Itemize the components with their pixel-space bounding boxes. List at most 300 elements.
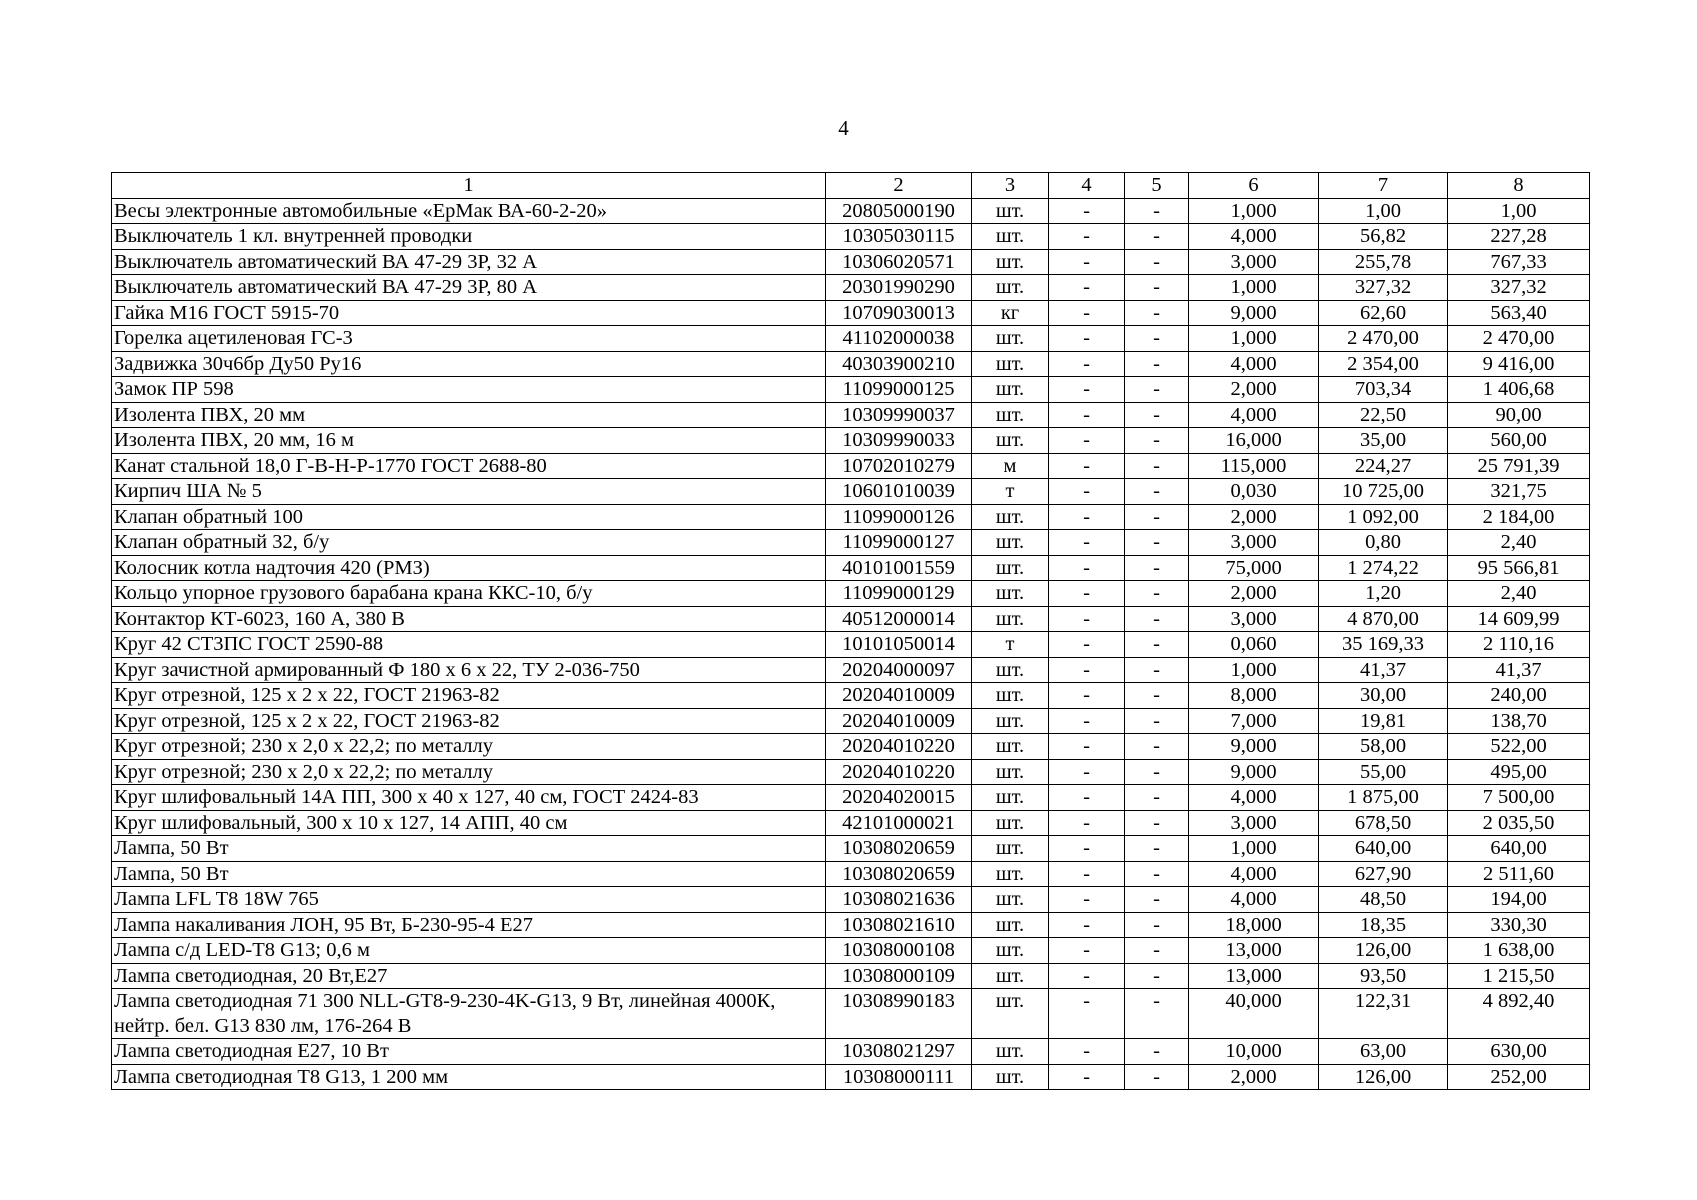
col5-cell: - bbox=[1125, 632, 1189, 658]
col4-cell: - bbox=[1049, 683, 1125, 709]
unit-cell: шт. bbox=[972, 1039, 1049, 1065]
amount-cell: 563,40 bbox=[1448, 300, 1590, 326]
item-code-cell: 10308000111 bbox=[826, 1064, 972, 1090]
col4-cell: - bbox=[1049, 555, 1125, 581]
table-row bbox=[112, 530, 1590, 556]
price-cell: 58,00 bbox=[1319, 734, 1448, 760]
table-row bbox=[112, 377, 1590, 403]
col5-cell: - bbox=[1125, 657, 1189, 683]
quantity-cell: 9,000 bbox=[1189, 759, 1319, 785]
col5-cell: - bbox=[1125, 377, 1189, 403]
quantity-cell: 9,000 bbox=[1189, 300, 1319, 326]
col4-cell: - bbox=[1049, 351, 1125, 377]
item-name-cell: Круг шлифовальный 14А ПП, 300 х 40 х 127, 40 см, ГОСТ 2424-83 bbox=[112, 785, 826, 811]
unit-cell: шт. bbox=[972, 555, 1049, 581]
quantity-cell: 13,000 bbox=[1189, 963, 1319, 989]
col4-cell: - bbox=[1049, 581, 1125, 607]
unit-cell: шт. bbox=[972, 708, 1049, 734]
item-code-cell: 10308990183 bbox=[826, 989, 972, 1039]
amount-cell: 321,75 bbox=[1448, 479, 1590, 505]
item-name-cell: Контактор КТ-6023, 160 А, 380 В bbox=[112, 606, 826, 632]
header-cell: 2 bbox=[826, 173, 972, 199]
amount-cell: 1 638,00 bbox=[1448, 938, 1590, 964]
item-name-cell: Горелка ацетиленовая ГС-3 bbox=[112, 326, 826, 352]
col4-cell: - bbox=[1049, 249, 1125, 275]
item-name-cell: Гайка М16 ГОСТ 5915-70 bbox=[112, 300, 826, 326]
amount-cell: 41,37 bbox=[1448, 657, 1590, 683]
item-name-cell: Клапан обратный 100 bbox=[112, 504, 826, 530]
price-cell: 122,31 bbox=[1319, 989, 1448, 1039]
amount-cell: 327,32 bbox=[1448, 275, 1590, 301]
col5-cell: - bbox=[1125, 300, 1189, 326]
unit-cell: шт. bbox=[972, 912, 1049, 938]
item-code-cell: 20204010009 bbox=[826, 683, 972, 709]
price-cell: 18,35 bbox=[1319, 912, 1448, 938]
price-cell: 627,90 bbox=[1319, 861, 1448, 887]
quantity-cell: 16,000 bbox=[1189, 428, 1319, 454]
price-cell: 255,78 bbox=[1319, 249, 1448, 275]
col5-cell: - bbox=[1125, 989, 1189, 1039]
price-cell: 1 875,00 bbox=[1319, 785, 1448, 811]
table-body bbox=[112, 173, 1590, 1090]
quantity-cell: 3,000 bbox=[1189, 810, 1319, 836]
unit-cell: шт. bbox=[972, 836, 1049, 862]
table-row bbox=[112, 326, 1590, 352]
quantity-cell: 2,000 bbox=[1189, 581, 1319, 607]
col5-cell: - bbox=[1125, 912, 1189, 938]
quantity-cell: 3,000 bbox=[1189, 249, 1319, 275]
col5-cell: - bbox=[1125, 759, 1189, 785]
col4-cell: - bbox=[1049, 1064, 1125, 1090]
price-cell: 2 470,00 bbox=[1319, 326, 1448, 352]
col5-cell: - bbox=[1125, 810, 1189, 836]
col4-cell: - bbox=[1049, 861, 1125, 887]
col4-cell: - bbox=[1049, 453, 1125, 479]
quantity-cell: 4,000 bbox=[1189, 224, 1319, 250]
amount-cell: 1 406,68 bbox=[1448, 377, 1590, 403]
unit-cell: т bbox=[972, 479, 1049, 505]
item-name-cell: Колосник котла надточия 420 (РМЗ) bbox=[112, 555, 826, 581]
price-cell: 55,00 bbox=[1319, 759, 1448, 785]
col5-cell: - bbox=[1125, 683, 1189, 709]
item-code-cell: 10101050014 bbox=[826, 632, 972, 658]
amount-cell: 138,70 bbox=[1448, 708, 1590, 734]
amount-cell: 1,00 bbox=[1448, 198, 1590, 224]
col4-cell: - bbox=[1049, 606, 1125, 632]
unit-cell: шт. bbox=[972, 249, 1049, 275]
quantity-cell: 2,000 bbox=[1189, 504, 1319, 530]
table-row bbox=[112, 504, 1590, 530]
item-code-cell: 10309990033 bbox=[826, 428, 972, 454]
col4-cell: - bbox=[1049, 428, 1125, 454]
table-row bbox=[112, 657, 1590, 683]
col4-cell: - bbox=[1049, 708, 1125, 734]
col5-cell: - bbox=[1125, 402, 1189, 428]
item-name-cell: Весы электронные автомобильные «ЕрМак ВА-60-2-20» bbox=[112, 198, 826, 224]
price-cell: 48,50 bbox=[1319, 887, 1448, 913]
amount-cell: 95 566,81 bbox=[1448, 555, 1590, 581]
amount-cell: 2 035,50 bbox=[1448, 810, 1590, 836]
price-cell: 224,27 bbox=[1319, 453, 1448, 479]
unit-cell: шт. bbox=[972, 504, 1049, 530]
table-row bbox=[112, 683, 1590, 709]
price-cell: 93,50 bbox=[1319, 963, 1448, 989]
col4-cell: - bbox=[1049, 963, 1125, 989]
item-code-cell: 10305030115 bbox=[826, 224, 972, 250]
table-row bbox=[112, 734, 1590, 760]
item-code-cell: 10308020659 bbox=[826, 861, 972, 887]
item-name-cell: Изолента ПВХ, 20 мм, 16 м bbox=[112, 428, 826, 454]
item-code-cell: 10306020571 bbox=[826, 249, 972, 275]
unit-cell: шт. bbox=[972, 657, 1049, 683]
quantity-cell: 1,000 bbox=[1189, 326, 1319, 352]
table-row bbox=[112, 198, 1590, 224]
col4-cell: - bbox=[1049, 377, 1125, 403]
table-row bbox=[112, 555, 1590, 581]
price-cell: 56,82 bbox=[1319, 224, 1448, 250]
item-name-cell: Лампа накаливания ЛОН, 95 Вт, Б-230-95-4 Е27 bbox=[112, 912, 826, 938]
col5-cell: - bbox=[1125, 198, 1189, 224]
quantity-cell: 18,000 bbox=[1189, 912, 1319, 938]
col4-cell: - bbox=[1049, 938, 1125, 964]
item-name-cell: Замок ПР 598 bbox=[112, 377, 826, 403]
price-cell: 0,80 bbox=[1319, 530, 1448, 556]
col4-cell: - bbox=[1049, 785, 1125, 811]
price-cell: 678,50 bbox=[1319, 810, 1448, 836]
amount-cell: 2 110,16 bbox=[1448, 632, 1590, 658]
table-row bbox=[112, 708, 1590, 734]
price-cell: 22,50 bbox=[1319, 402, 1448, 428]
col4-cell: - bbox=[1049, 1039, 1125, 1065]
item-code-cell: 20204010220 bbox=[826, 759, 972, 785]
col4-cell: - bbox=[1049, 657, 1125, 683]
header-cell: 7 bbox=[1319, 173, 1448, 199]
price-cell: 703,34 bbox=[1319, 377, 1448, 403]
quantity-cell: 3,000 bbox=[1189, 606, 1319, 632]
item-code-cell: 10308021610 bbox=[826, 912, 972, 938]
table-row bbox=[112, 785, 1590, 811]
price-cell: 4 870,00 bbox=[1319, 606, 1448, 632]
col5-cell: - bbox=[1125, 555, 1189, 581]
amount-cell: 194,00 bbox=[1448, 887, 1590, 913]
table-row bbox=[112, 836, 1590, 862]
price-cell: 35,00 bbox=[1319, 428, 1448, 454]
unit-cell: шт. bbox=[972, 734, 1049, 760]
table-row bbox=[112, 810, 1590, 836]
price-cell: 1 092,00 bbox=[1319, 504, 1448, 530]
price-cell: 41,37 bbox=[1319, 657, 1448, 683]
table-row bbox=[112, 759, 1590, 785]
table-row bbox=[112, 224, 1590, 250]
quantity-cell: 75,000 bbox=[1189, 555, 1319, 581]
table-row bbox=[112, 581, 1590, 607]
unit-cell: шт. bbox=[972, 198, 1049, 224]
unit-cell: шт. bbox=[972, 861, 1049, 887]
quantity-cell: 9,000 bbox=[1189, 734, 1319, 760]
unit-cell: м bbox=[972, 453, 1049, 479]
unit-cell: шт. bbox=[972, 377, 1049, 403]
price-cell: 126,00 bbox=[1319, 1064, 1448, 1090]
item-code-cell: 10309990037 bbox=[826, 402, 972, 428]
unit-cell: шт. bbox=[972, 989, 1049, 1039]
quantity-cell: 4,000 bbox=[1189, 785, 1319, 811]
amount-cell: 2 470,00 bbox=[1448, 326, 1590, 352]
quantity-cell: 4,000 bbox=[1189, 861, 1319, 887]
table-row bbox=[112, 249, 1590, 275]
amount-cell: 252,00 bbox=[1448, 1064, 1590, 1090]
col5-cell: - bbox=[1125, 1064, 1189, 1090]
col5-cell: - bbox=[1125, 938, 1189, 964]
col4-cell: - bbox=[1049, 300, 1125, 326]
col4-cell: - bbox=[1049, 734, 1125, 760]
header-cell: 1 bbox=[112, 173, 826, 199]
col5-cell: - bbox=[1125, 861, 1189, 887]
table-row bbox=[112, 300, 1590, 326]
item-code-cell: 40512000014 bbox=[826, 606, 972, 632]
col4-cell: - bbox=[1049, 275, 1125, 301]
price-cell: 19,81 bbox=[1319, 708, 1448, 734]
price-cell: 63,00 bbox=[1319, 1039, 1448, 1065]
amount-cell: 90,00 bbox=[1448, 402, 1590, 428]
col5-cell: - bbox=[1125, 887, 1189, 913]
item-name-cell: Кирпич ША № 5 bbox=[112, 479, 826, 505]
item-name-cell: Круг отрезной, 125 х 2 х 22, ГОСТ 21963-82 bbox=[112, 683, 826, 709]
item-code-cell: 40303900210 bbox=[826, 351, 972, 377]
price-cell: 1,00 bbox=[1319, 198, 1448, 224]
col5-cell: - bbox=[1125, 504, 1189, 530]
quantity-cell: 4,000 bbox=[1189, 887, 1319, 913]
col5-cell: - bbox=[1125, 606, 1189, 632]
amount-cell: 2 511,60 bbox=[1448, 861, 1590, 887]
unit-cell: шт. bbox=[972, 759, 1049, 785]
unit-cell: шт. bbox=[972, 581, 1049, 607]
col4-cell: - bbox=[1049, 224, 1125, 250]
unit-cell: шт. bbox=[972, 351, 1049, 377]
item-name-cell: Круг отрезной; 230 х 2,0 х 22,2; по металлу bbox=[112, 734, 826, 760]
quantity-cell: 4,000 bbox=[1189, 351, 1319, 377]
item-name-cell: Лампа LFL T8 18W 765 bbox=[112, 887, 826, 913]
unit-cell: шт. bbox=[972, 887, 1049, 913]
amount-cell: 495,00 bbox=[1448, 759, 1590, 785]
item-code-cell: 10308021297 bbox=[826, 1039, 972, 1065]
item-name-cell: Круг шлифовальный, 300 х 10 х 127, 14 АПП, 40 см bbox=[112, 810, 826, 836]
col5-cell: - bbox=[1125, 351, 1189, 377]
col5-cell: - bbox=[1125, 453, 1189, 479]
price-cell: 10 725,00 bbox=[1319, 479, 1448, 505]
quantity-cell: 40,000 bbox=[1189, 989, 1319, 1039]
unit-cell: шт. bbox=[972, 785, 1049, 811]
col4-cell: - bbox=[1049, 504, 1125, 530]
price-cell: 1,20 bbox=[1319, 581, 1448, 607]
item-code-cell: 20204020015 bbox=[826, 785, 972, 811]
quantity-cell: 0,060 bbox=[1189, 632, 1319, 658]
item-code-cell: 20805000190 bbox=[826, 198, 972, 224]
quantity-cell: 0,030 bbox=[1189, 479, 1319, 505]
amount-cell: 14 609,99 bbox=[1448, 606, 1590, 632]
amount-cell: 522,00 bbox=[1448, 734, 1590, 760]
table-row bbox=[112, 887, 1590, 913]
col5-cell: - bbox=[1125, 963, 1189, 989]
amount-cell: 2 184,00 bbox=[1448, 504, 1590, 530]
unit-cell: шт. bbox=[972, 1064, 1049, 1090]
col5-cell: - bbox=[1125, 1039, 1189, 1065]
item-code-cell: 11099000125 bbox=[826, 377, 972, 403]
unit-cell: кг bbox=[972, 300, 1049, 326]
price-cell: 1 274,22 bbox=[1319, 555, 1448, 581]
price-cell: 327,32 bbox=[1319, 275, 1448, 301]
col4-cell: - bbox=[1049, 632, 1125, 658]
item-code-cell: 11099000127 bbox=[826, 530, 972, 556]
price-cell: 640,00 bbox=[1319, 836, 1448, 862]
quantity-cell: 1,000 bbox=[1189, 836, 1319, 862]
col5-cell: - bbox=[1125, 530, 1189, 556]
quantity-cell: 10,000 bbox=[1189, 1039, 1319, 1065]
item-code-cell: 10308020659 bbox=[826, 836, 972, 862]
unit-cell: шт. bbox=[972, 683, 1049, 709]
table-row bbox=[112, 632, 1590, 658]
unit-cell: шт. bbox=[972, 810, 1049, 836]
item-code-cell: 10308021636 bbox=[826, 887, 972, 913]
col5-cell: - bbox=[1125, 249, 1189, 275]
unit-cell: шт. bbox=[972, 326, 1049, 352]
table-row bbox=[112, 912, 1590, 938]
header-cell: 5 bbox=[1125, 173, 1189, 199]
item-code-cell: 10709030013 bbox=[826, 300, 972, 326]
quantity-cell: 1,000 bbox=[1189, 198, 1319, 224]
item-code-cell: 41102000038 bbox=[826, 326, 972, 352]
item-name-cell: Выключатель автоматический ВА 47-29 3Р, 80 А bbox=[112, 275, 826, 301]
col5-cell: - bbox=[1125, 785, 1189, 811]
amount-cell: 640,00 bbox=[1448, 836, 1590, 862]
col5-cell: - bbox=[1125, 428, 1189, 454]
table-row bbox=[112, 606, 1590, 632]
table-row bbox=[112, 963, 1590, 989]
quantity-cell: 1,000 bbox=[1189, 657, 1319, 683]
amount-cell: 1 215,50 bbox=[1448, 963, 1590, 989]
item-name-cell: Лампа светодиодная Т8 G13, 1 200 мм bbox=[112, 1064, 826, 1090]
header-cell: 3 bbox=[972, 173, 1049, 199]
amount-cell: 767,33 bbox=[1448, 249, 1590, 275]
item-code-cell: 20204010220 bbox=[826, 734, 972, 760]
quantity-cell: 7,000 bbox=[1189, 708, 1319, 734]
unit-cell: шт. bbox=[972, 963, 1049, 989]
unit-cell: шт. bbox=[972, 402, 1049, 428]
table-row bbox=[112, 479, 1590, 505]
amount-cell: 9 416,00 bbox=[1448, 351, 1590, 377]
price-cell: 62,60 bbox=[1319, 300, 1448, 326]
price-cell: 30,00 bbox=[1319, 683, 1448, 709]
col5-cell: - bbox=[1125, 836, 1189, 862]
col5-cell: - bbox=[1125, 224, 1189, 250]
col4-cell: - bbox=[1049, 479, 1125, 505]
col4-cell: - bbox=[1049, 887, 1125, 913]
item-name-cell: Лампа светодиодная 71 300 NLL-GT8-9-230-4K-G13, 9 Вт, линейная 4000К, нейтр. бел. G13 830 лм, 176-264 В bbox=[112, 989, 826, 1039]
item-name-cell: Кольцо упорное грузового барабана крана ККС-10, б/у bbox=[112, 581, 826, 607]
col4-cell: - bbox=[1049, 912, 1125, 938]
unit-cell: шт. bbox=[972, 275, 1049, 301]
table-row bbox=[112, 351, 1590, 377]
item-name-cell: Лампа светодиодная, 20 Вт,Е27 bbox=[112, 963, 826, 989]
col4-cell: - bbox=[1049, 326, 1125, 352]
header-cell: 4 bbox=[1049, 173, 1125, 199]
col5-cell: - bbox=[1125, 581, 1189, 607]
item-name-cell: Канат стальной 18,0 Г-В-Н-Р-1770 ГОСТ 2688-80 bbox=[112, 453, 826, 479]
quantity-cell: 3,000 bbox=[1189, 530, 1319, 556]
item-name-cell: Лампа с/д LED-T8 G13; 0,6 м bbox=[112, 938, 826, 964]
amount-cell: 630,00 bbox=[1448, 1039, 1590, 1065]
table-row bbox=[112, 1064, 1590, 1090]
item-name-cell: Лампа светодиодная Е27, 10 Вт bbox=[112, 1039, 826, 1065]
item-name-cell: Круг зачистной армированный Ф 180 х 6 х 22, ТУ 2-036-750 bbox=[112, 657, 826, 683]
item-name-cell: Круг 42 СТ3ПС ГОСТ 2590-88 bbox=[112, 632, 826, 658]
item-code-cell: 40101001559 bbox=[826, 555, 972, 581]
col5-cell: - bbox=[1125, 326, 1189, 352]
item-code-cell: 10308000109 bbox=[826, 963, 972, 989]
amount-cell: 227,28 bbox=[1448, 224, 1590, 250]
quantity-cell: 2,000 bbox=[1189, 1064, 1319, 1090]
item-name-cell: Изолента ПВХ, 20 мм bbox=[112, 402, 826, 428]
col5-cell: - bbox=[1125, 479, 1189, 505]
col5-cell: - bbox=[1125, 275, 1189, 301]
quantity-cell: 115,000 bbox=[1189, 453, 1319, 479]
amount-cell: 4 892,40 bbox=[1448, 989, 1590, 1039]
quantity-cell: 2,000 bbox=[1189, 377, 1319, 403]
item-name-cell: Выключатель 1 кл. внутренней проводки bbox=[112, 224, 826, 250]
price-cell: 126,00 bbox=[1319, 938, 1448, 964]
item-name-cell: Задвижка 30ч6бр Ду50 Ру16 bbox=[112, 351, 826, 377]
col4-cell: - bbox=[1049, 402, 1125, 428]
item-code-cell: 11099000129 bbox=[826, 581, 972, 607]
header-row bbox=[112, 173, 1590, 199]
col4-cell: - bbox=[1049, 836, 1125, 862]
table-row bbox=[112, 938, 1590, 964]
item-name-cell: Клапан обратный 32, б/у bbox=[112, 530, 826, 556]
col4-cell: - bbox=[1049, 530, 1125, 556]
col4-cell: - bbox=[1049, 989, 1125, 1039]
materials-table bbox=[111, 172, 1590, 1090]
page-number: 4 bbox=[838, 116, 849, 140]
amount-cell: 240,00 bbox=[1448, 683, 1590, 709]
item-code-cell: 10308000108 bbox=[826, 938, 972, 964]
item-name-cell: Круг отрезной; 230 х 2,0 х 22,2; по металлу bbox=[112, 759, 826, 785]
unit-cell: шт. bbox=[972, 938, 1049, 964]
amount-cell: 2,40 bbox=[1448, 581, 1590, 607]
item-name-cell: Выключатель автоматический ВА 47-29 3Р, 32 А bbox=[112, 249, 826, 275]
table-row bbox=[112, 402, 1590, 428]
item-code-cell: 10702010279 bbox=[826, 453, 972, 479]
quantity-cell: 1,000 bbox=[1189, 275, 1319, 301]
unit-cell: т bbox=[972, 632, 1049, 658]
quantity-cell: 13,000 bbox=[1189, 938, 1319, 964]
item-name-cell: Лампа, 50 Вт bbox=[112, 836, 826, 862]
amount-cell: 25 791,39 bbox=[1448, 453, 1590, 479]
table-row bbox=[112, 1039, 1590, 1065]
header-cell: 6 bbox=[1189, 173, 1319, 199]
amount-cell: 560,00 bbox=[1448, 428, 1590, 454]
col4-cell: - bbox=[1049, 759, 1125, 785]
item-code-cell: 10601010039 bbox=[826, 479, 972, 505]
unit-cell: шт. bbox=[972, 428, 1049, 454]
item-code-cell: 20204000097 bbox=[826, 657, 972, 683]
col5-cell: - bbox=[1125, 708, 1189, 734]
table-row bbox=[112, 453, 1590, 479]
amount-cell: 7 500,00 bbox=[1448, 785, 1590, 811]
amount-cell: 2,40 bbox=[1448, 530, 1590, 556]
item-name-cell: Круг отрезной, 125 х 2 х 22, ГОСТ 21963-82 bbox=[112, 708, 826, 734]
table-row bbox=[112, 861, 1590, 887]
quantity-cell: 4,000 bbox=[1189, 402, 1319, 428]
price-cell: 35 169,33 bbox=[1319, 632, 1448, 658]
